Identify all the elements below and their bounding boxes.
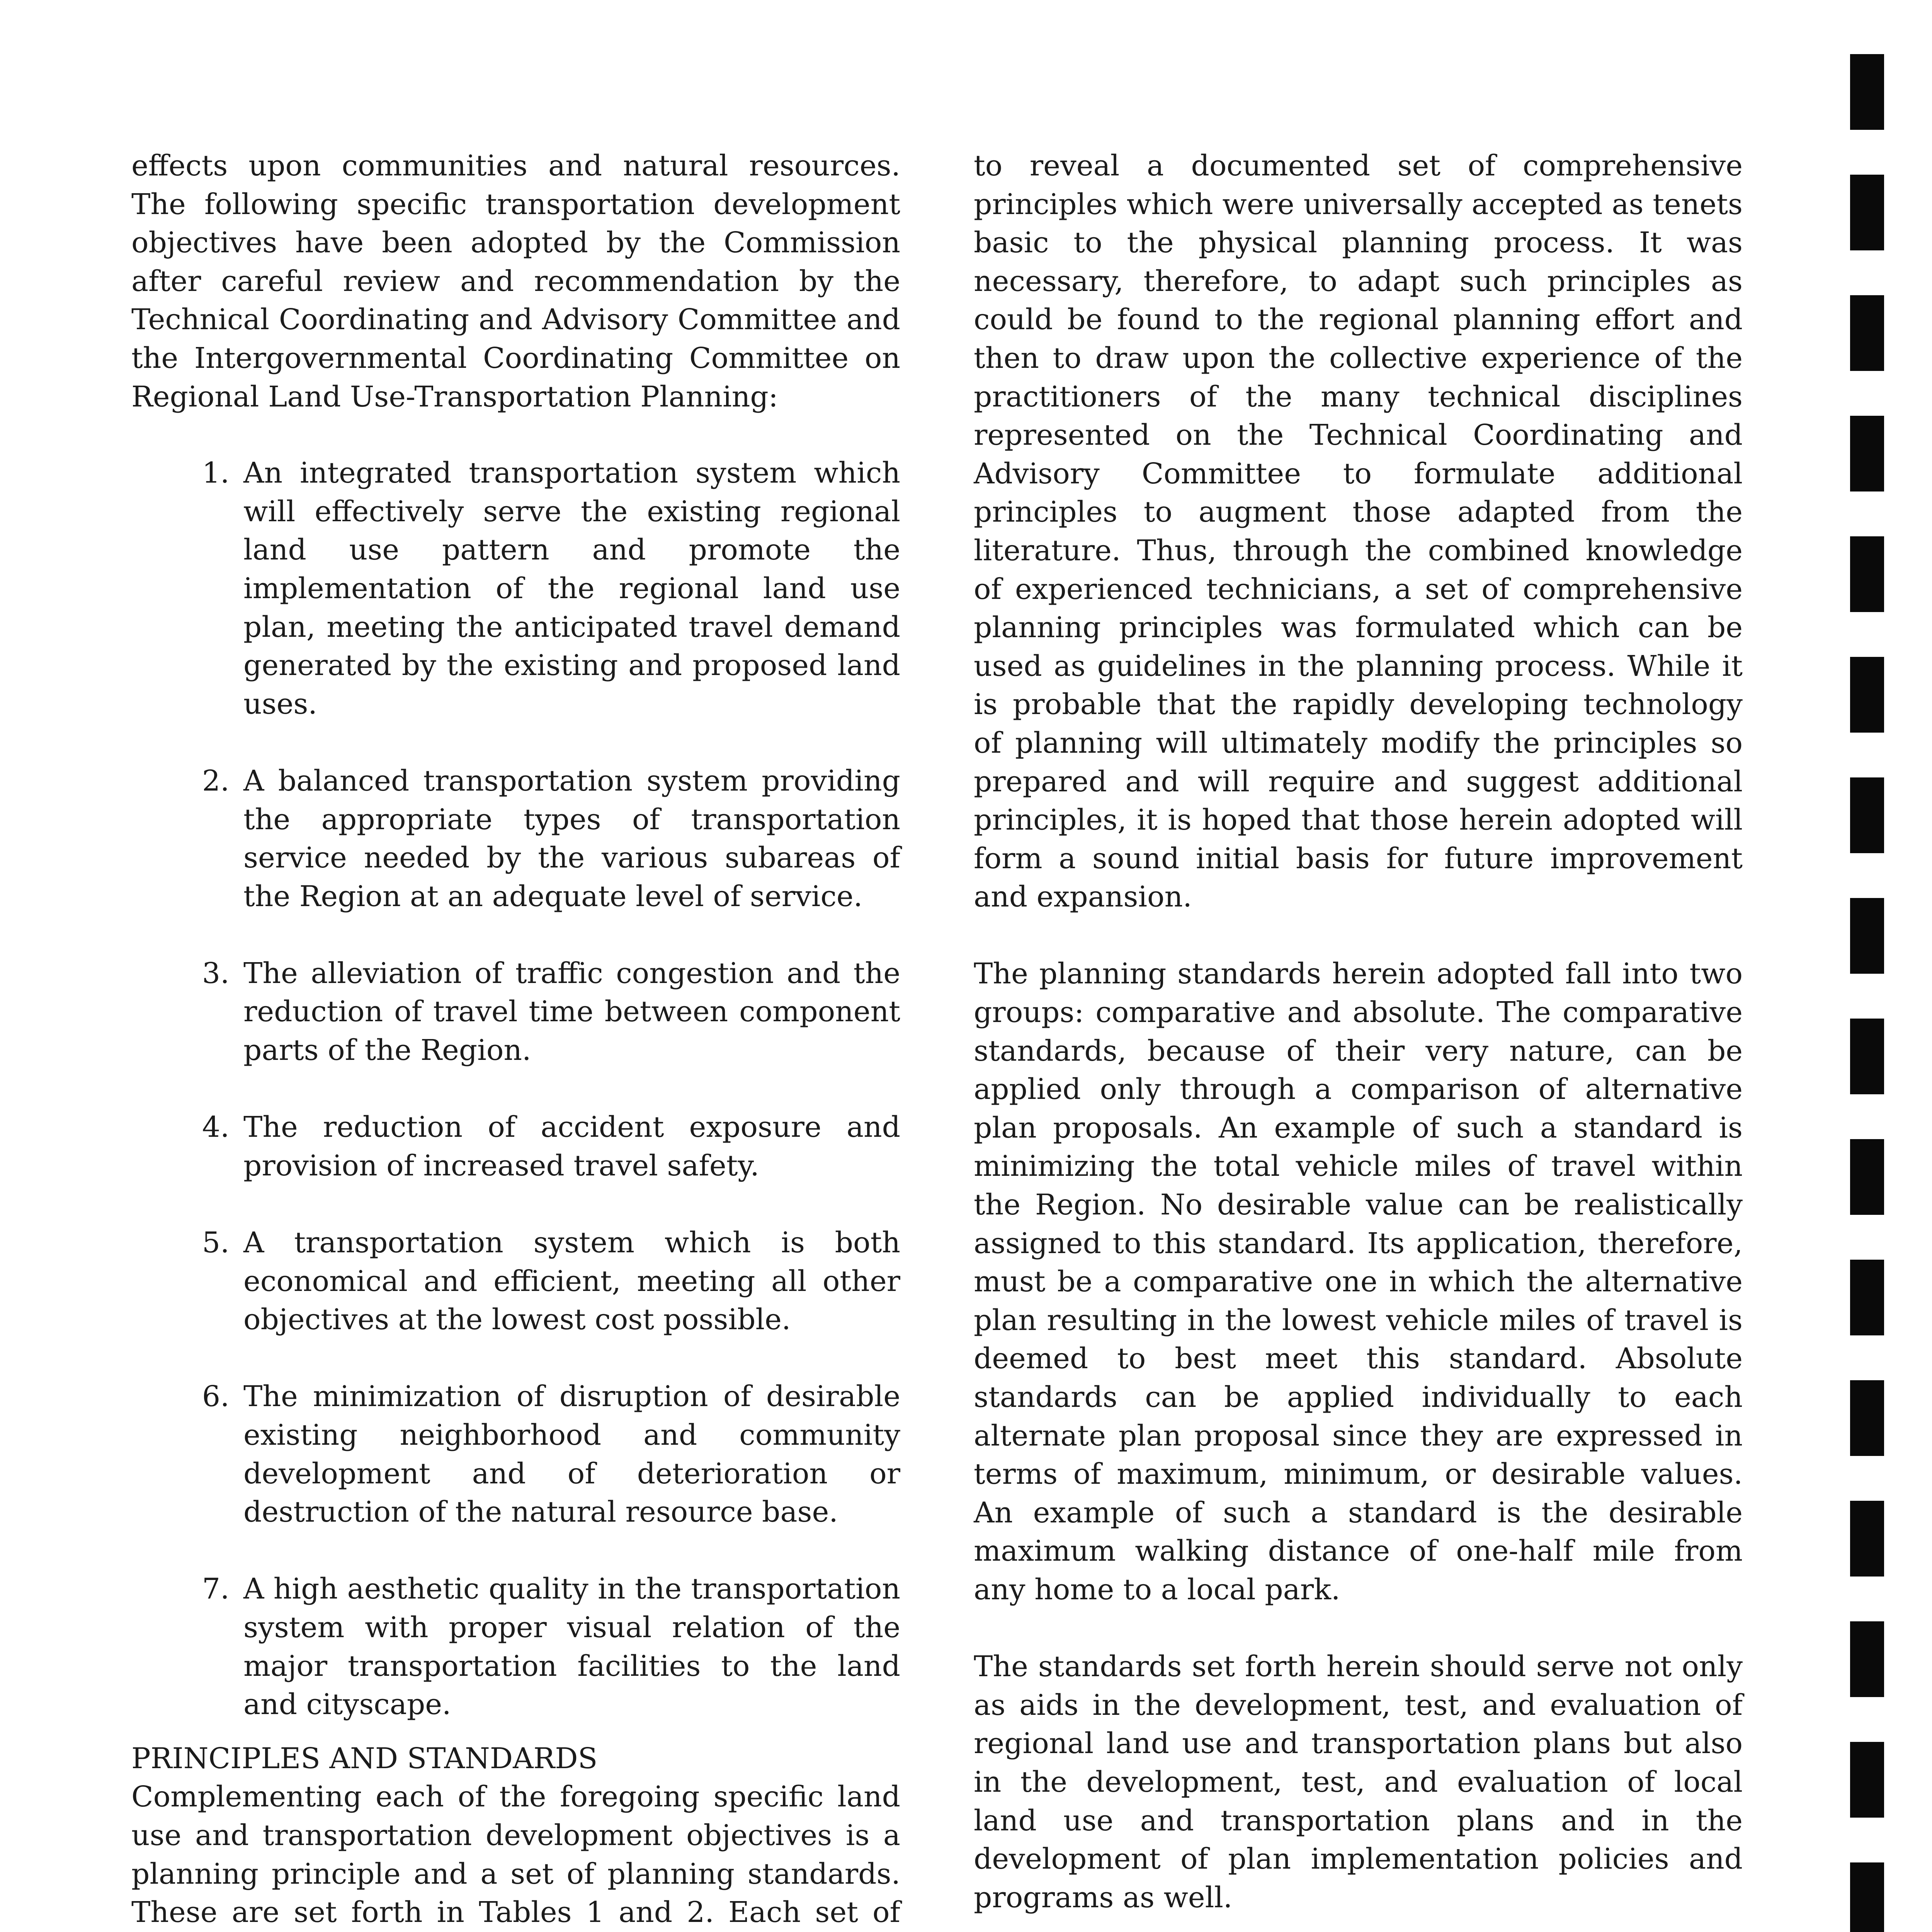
item-number: 3. [202,956,230,990]
aids-paragraph: The standards set forth herein should serve not only as aids in the development, test, and evaluation of regional land use and transportation plans but also in the development, test, and evaluation of local land use and transportation plans and in the development of plan implementation policies and programs as well. [974,1650,1743,1914]
edge-mark [1850,1380,1884,1456]
edge-mark [1850,777,1884,853]
list-item [131,1108,900,1185]
edge-mark [1850,1742,1884,1818]
edge-mark [1850,536,1884,612]
right-column [974,147,1743,1932]
item-number: 6. [202,1380,230,1413]
item-text: A balanced transportation system providing the appropriate types of transportation service needed by the various subareas of the Region at an adequate level of service. [243,764,900,913]
edge-marks [1850,0,1885,1932]
edge-mark [1850,1019,1884,1094]
edge-mark [1850,1501,1884,1577]
edge-mark [1850,1260,1884,1335]
edge-mark [1850,295,1884,371]
edge-mark [1850,54,1884,130]
edge-mark [1850,657,1884,733]
principles-heading: PRINCIPLES AND STANDARDS [131,1742,598,1775]
principles-paragraph: Complementing each of the foregoing specific land use and transportation development objectives is a planning principle and a set of planning standards. These are set forth in Tables 1 and 2. Each set of [131,1780,900,1929]
list-item [131,762,900,916]
item-text: A transportation system which is both economical and efficient, meeting all other objectives at the lowest cost possible. [243,1226,900,1337]
item-text: The minimization of disruption of desirable existing neighborhood and community development and of deterioration or destruction of the natural resource base. [243,1380,900,1529]
edge-mark [1850,1139,1884,1215]
item-text: A high aesthetic quality in the transportation system with proper visual relation of the major transportation facilities to the land and cityscape. [243,1572,900,1721]
item-text: An integrated transportation system which will effectively serve the existing regional land use pattern and promote the implementation of the regional land use plan, meeting the anticipated travel demand generated by the existing and proposed land uses. [243,456,900,721]
standards-paragraph: The planning standards herein adopted fall into two groups: comparative and absolute. The comparative standards, because of their very nature, can be applied only through a comparison of alternative plan proposals. An example of such a standard is minimizing the total vehicle miles of travel within the Region. No desirable value can be realistically assigned to this standard. Its application, therefore, must be a comparative one in which the alternative plan resulting in the lowest vehicle miles of travel is deemed to best meet this standard. Absolute standards can be applied individually to each alternate plan proposal since they are expressed in terms of maximum, minimum, or desirable values. An example of such a standard is the desirable maximum walking distance of one-half mile from any home to a local park. [974,957,1743,1606]
item-text: The alleviation of traffic congestion and the reduction of travel time between component parts of the Region. [243,956,900,1067]
item-text: The reduction of accident exposure and provision of increased travel safety. [243,1111,900,1182]
objectives-list [131,454,900,1724]
item-number: 1. [202,456,230,490]
item-number: 7. [202,1572,230,1606]
intro-paragraph: effects upon communities and natural resources. The following specific transportation development objectives have been adopted by the Commission after careful review and recommendation by the Technical Coordinating and Advisory Committee and the Intergovernmental Coordinating Committee on Regional Land Use-Transportation Planning: [131,149,900,413]
edge-mark [1850,1862,1884,1932]
list-item [131,1224,900,1339]
item-number: 2. [202,764,230,798]
edge-mark [1850,175,1884,250]
edge-mark [1850,898,1884,974]
item-number: 4. [202,1111,230,1144]
edge-mark [1850,416,1884,492]
left-column [131,147,900,1932]
list-item [131,1378,900,1531]
item-number: 5. [202,1226,230,1260]
list-item [131,454,900,723]
edge-mark [1850,1621,1884,1697]
continuation-paragraph: to reveal a documented set of comprehensive principles which were universally accepted as tenets basic to the physical planning process. It was necessary, therefore, to adapt such principles as could be found to the regional planning effort and then to draw upon the collective experience of the practitioners of the many technical disciplines represented on the Technical Coordinating and Advisory Committee to formulate additional principles to augment those adapted from the literature. Thus, through the combined knowledge of experienced technicians, a set of comprehensive planning principles was formulated which can be used as guidelines in the planning process. While it is probable that the rapidly developing technology of planning will ultimately modify the principles so prepared and will require and suggest additional principles, it is hoped that those herein adopted will form a sound initial basis for future improvement and expansion. [974,149,1743,914]
list-item [131,1570,900,1724]
list-item [131,954,900,1070]
